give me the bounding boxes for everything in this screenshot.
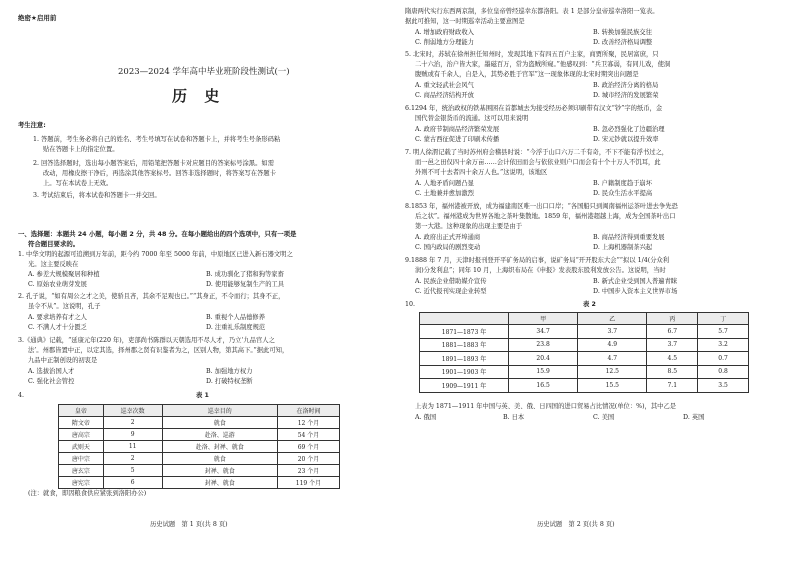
table-row <box>59 477 340 489</box>
table-row <box>420 338 749 352</box>
table-cell: 34.7 <box>509 325 578 339</box>
table-row <box>59 465 340 477</box>
q3-stem: 法’。州郡皆置中正，以定其选，择州郡之贤有识鉴者为之，区别人物，第其高下。”据此可知， <box>28 347 289 354</box>
table-cell: 就食 <box>162 453 277 465</box>
table-cell: 5.7 <box>698 325 749 339</box>
q8-stem: 后之状”。福州港成为世界各地之茶叶集散地。1859 年，福州港超越上海，成为全国茶叶出口 <box>415 213 676 220</box>
table-cell: 3.5 <box>698 379 749 393</box>
table-cell: 6.7 <box>647 325 698 339</box>
table-cell: 1871—1873 年 <box>420 325 509 339</box>
q2-stem: 2. 孔子说，“如有周公之才之美，使骄且吝，其余不足观也已。”“其身正，不令而行；其身不正， <box>18 293 285 300</box>
table-header-row <box>420 313 749 325</box>
q10-stem: 上表为 1871—1911 年中国与英、美、俄、日四国的进口贸易占比情况(单位：%)，其中乙是 <box>415 403 677 410</box>
table-cell: 16.5 <box>509 379 578 393</box>
table-cell: 15.5 <box>578 379 647 393</box>
table-cell: 7.1 <box>647 379 698 393</box>
q6-stem: 6.1294 年，统治政权的铁基围困在首都城去为接受经历必须印刷带有汉文“钞”字的纸币，金 <box>405 105 663 112</box>
table-header-cell: 在洛时间 <box>277 405 339 417</box>
table-header-cell: 巡幸目的 <box>162 405 277 417</box>
table-cell: 2 <box>103 417 162 429</box>
table-cell: 4.9 <box>578 338 647 352</box>
table-row <box>59 441 340 453</box>
q5-stem: 二十六治，治户皆大家，墨磁百万，常为盗贼所窥。”他感叹到：“兵卫寡弱，有同儿戏，使洞 <box>415 61 671 68</box>
q2-option[interactable]: A. 要求培养有才之人 <box>28 314 87 321</box>
q3-stem: 九品中正制创设的初衷是 <box>28 357 98 364</box>
table1-caption: 表 1 <box>196 392 209 399</box>
table-header-cell: 乙 <box>578 313 647 325</box>
notice-line: 3. 考试结束后，将本试卷和答题卡一并交回。 <box>33 192 161 199</box>
q8-option[interactable]: D. 上海机器制茶兴起 <box>593 244 653 251</box>
q1-option[interactable]: B. 成功驯化了猪和狗等家畜 <box>206 271 284 278</box>
q3-option[interactable]: C. 强化社会管控 <box>28 378 75 385</box>
q2-option[interactable]: D. 注重礼乐制度规范 <box>206 324 266 331</box>
q1-option[interactable]: D. 使用能够复制生产的工具 <box>206 281 285 288</box>
notice-heading: 考生注意: <box>18 122 46 129</box>
q1-option[interactable]: C. 原始农业萌芽发展 <box>28 281 87 288</box>
table-cell: 12 个月 <box>277 417 339 429</box>
q7-stem: 7. 明人徐渭记载了当时苏州府会稽县时说：“今浮于山口六万二千有奇，不下不能有浮书过之， <box>405 149 669 156</box>
q7-stem: 而一邑之田仅四十余万亩……会计依田而会与依依业则户口而会有十个十万人不饥耳，此 <box>415 159 661 166</box>
table-cell: 4.7 <box>578 352 647 366</box>
q3-option[interactable]: D. 打破特权垄断 <box>206 378 253 385</box>
q3-option[interactable]: B. 加强地方权力 <box>206 368 253 375</box>
q9-stem: 9.1888 年 7 月，天津时报刊登开平矿务局的启事，说矿务局“开开股东大会”“拟以 1/4(分众利 <box>405 257 670 264</box>
q7-option[interactable]: D. 民众生活水平提高 <box>593 190 653 197</box>
table-row <box>59 417 340 429</box>
table2-caption: 表 2 <box>583 301 596 308</box>
table-row <box>420 379 749 393</box>
table-cell: 唐宪宗 <box>59 477 104 489</box>
table-cell: 20.4 <box>509 352 578 366</box>
q8-stem: 8.1853 年，福州港被开放，成为福建南区唯一出口口岸；“各国船只到闽南福州运茶叶进去争先恐 <box>405 203 678 210</box>
q9-option[interactable]: A. 民族企业借助媒介宣传 <box>415 278 487 285</box>
table-cell: 3.7 <box>647 338 698 352</box>
table-cell: 3.2 <box>698 338 749 352</box>
notice-line: 1. 答题前，考生务必将自己的姓名、考生号填写在试卷和答题卡上，并将考生号条形码粘 <box>33 136 281 143</box>
notice-line: 贴在答题卡上的指定位置。 <box>43 146 119 153</box>
q2-option[interactable]: C. 不满人才十分匮乏 <box>28 324 87 331</box>
table-cell: 3.7 <box>578 325 647 339</box>
q1-option[interactable]: A. 参差大规模聚居和种植 <box>28 271 100 278</box>
notice-line: 改动，用橡皮擦干净后，再选涂其他答案标号。回答非选择题时，将答案写在答题卡 <box>43 170 276 177</box>
table-cell: 1881—1883 年 <box>420 338 509 352</box>
q5-option[interactable]: D. 城市经济的发展繁荣 <box>593 92 659 99</box>
table-header-cell: 丁 <box>698 313 749 325</box>
section-heading: 符合题目要求的。 <box>28 240 80 248</box>
table-header-cell: 巡幸次数 <box>103 405 162 417</box>
q2-option[interactable]: B. 重视个人品德修养 <box>206 314 266 321</box>
table-cell: 5 <box>103 465 162 477</box>
table-cell: 12.5 <box>578 365 647 379</box>
q6-option[interactable]: B. 忽必烈强化了边疆治理 <box>593 126 665 133</box>
table-row <box>59 453 340 465</box>
q3-stem: 3.《通典》记载，“延康元年(220 年)，吏部尚书陈群以天朝选用不尽人才，乃立‘九品官人之 <box>18 337 275 344</box>
q6-option[interactable]: A. 政府节制商品经济繁荣发展 <box>415 126 500 133</box>
q7-stem: 外则不可十去者四十余万人也。”这说明，该地区 <box>415 169 548 176</box>
table-cell: 2 <box>103 453 162 465</box>
q3-option[interactable]: A. 选拔治国人才 <box>28 368 75 375</box>
q8-option[interactable]: A. 政府出正式开埠通商 <box>415 234 481 241</box>
table-cell: 9 <box>103 429 162 441</box>
table-row <box>420 352 749 366</box>
table-cell: 1901—1903 年 <box>420 365 509 379</box>
table-header-cell: 皇帝 <box>59 405 104 417</box>
table-cell: 唐中宗 <box>59 453 104 465</box>
q9-option[interactable]: D. 中国步入资本主义世界市场 <box>593 288 678 295</box>
q4-context: 隋唐两代实行东西两京制，多位皇帝曾经巡幸东都洛阳。表 1 是部分皇帝巡幸洛阳一览表。 <box>405 8 659 15</box>
q10-option[interactable]: D. 英国 <box>683 414 705 421</box>
q5-option[interactable]: B. 政治经济分离的格局 <box>593 82 659 89</box>
page-footer: 历史试题 第 2 页(共 8 页) <box>537 521 615 528</box>
table-cell: 封禅、就食 <box>162 465 277 477</box>
table-cell: 20 个月 <box>277 453 339 465</box>
page-footer: 历史试题 第 1 页(共 8 页) <box>150 521 228 528</box>
table1-note: (注：就食，即因粮食供应紧张到洛阳办公) <box>28 490 147 497</box>
q10-number: 10. <box>405 301 416 308</box>
table-cell: 1891—1893 年 <box>420 352 509 366</box>
q6-stem: 国代替金银货币的流通。这可以用来说明 <box>415 115 529 122</box>
table-cell: 69 个月 <box>277 441 339 453</box>
q9-stem: 润)分发利息”；同年 10 月，上海织布局在《申报》发表股东股利发放公告。这说明，当时 <box>415 267 666 274</box>
table-row <box>420 365 749 379</box>
section-heading: 一、选择题：本题共 24 小题，每小题 2 分，共 48 分。在每小题给出的四个选项中，只有一项是 <box>18 230 297 238</box>
table-header-cell <box>420 313 509 325</box>
table-cell: 唐玄宗 <box>59 465 104 477</box>
table-cell: 0.7 <box>698 352 749 366</box>
q7-option[interactable]: C. 土地兼并愈加激烈 <box>415 190 474 197</box>
q10-option[interactable]: A. 俄国 <box>415 414 437 421</box>
q10-option[interactable]: B. 日本 <box>503 414 525 421</box>
q4-option[interactable]: A. 增加政府财政收入 <box>415 29 474 36</box>
table-cell: 8.5 <box>647 365 698 379</box>
table-cell: 就食 <box>162 417 277 429</box>
table-cell: 赴洛、巡游 <box>162 429 277 441</box>
table-cell: 15.9 <box>509 365 578 379</box>
confidential-mark: 绝密★启用前 <box>18 14 57 22</box>
table-cell: 1909—1911 年 <box>420 379 509 393</box>
table2 <box>419 312 749 393</box>
q10-option[interactable]: C. 美国 <box>593 414 615 421</box>
table-cell: 唐高宗 <box>59 429 104 441</box>
table-cell: 0.8 <box>698 365 749 379</box>
q4-option[interactable]: D. 改善经济格局调整 <box>593 39 653 46</box>
table-row <box>420 325 749 339</box>
q7-option[interactable]: A. 人地矛盾问题凸显 <box>415 180 474 187</box>
q5-stem: 5. 北宋时，苏轼在徐州担任知州时，发现其地下有四五百户主家，商贾所聚，民居富庶，只 <box>405 51 659 58</box>
table1 <box>58 404 340 489</box>
q4-number: 4. <box>18 392 25 399</box>
notice-line: 上。写在本试卷上无效。 <box>43 180 113 187</box>
q4-option[interactable]: B. 转换加强民族交往 <box>593 29 653 36</box>
table-row <box>59 429 340 441</box>
table-header-cell: 甲 <box>509 313 578 325</box>
q1-stem: 1. 中华文明的起源可追溯到万年前，距今约 7000 年至 5000 年前，中原地区已进入新石器文明之 <box>18 251 293 258</box>
table-cell: 4.5 <box>647 352 698 366</box>
table-cell: 隋文帝 <box>59 417 104 429</box>
q7-option[interactable]: B. 户籍制度趋于崩坏 <box>593 180 653 187</box>
page-right <box>397 0 794 561</box>
table-cell: 23 个月 <box>277 465 339 477</box>
table-cell: 23.8 <box>509 338 578 352</box>
exam-title: 2023—2024 学年高中毕业班阶段性测试(一) <box>118 67 290 77</box>
q5-stem: 腹贼或有千余人，自是入，其势必胜于官军”这一现象体现的北宋时期突出问题是 <box>415 71 639 78</box>
table-header-cell: 丙 <box>647 313 698 325</box>
q6-option[interactable]: D. 宋元钞就以提升效率 <box>593 136 659 143</box>
q9-option[interactable]: B. 新式企业受到国人普遍青睐 <box>593 278 678 285</box>
table-cell: 119 个月 <box>277 477 339 489</box>
q4-option[interactable]: C. 削弱地方分理能力 <box>415 39 474 46</box>
q8-option[interactable]: B. 商品经济得到重要发展 <box>593 234 665 241</box>
q5-option[interactable]: C. 商品经济结构开放 <box>415 92 474 99</box>
q8-option[interactable]: C. 国内政局的剧烈变动 <box>415 244 481 251</box>
subject-title: 历 史 <box>172 87 226 105</box>
notice-line: 2. 回答选择题时，选出每小题答案后，用铅笔把答题卡对应题目的答案标号涂黑。如需 <box>33 160 274 167</box>
table-cell: 6 <box>103 477 162 489</box>
table-cell: 封禅、就食 <box>162 477 277 489</box>
table-cell: 11 <box>103 441 162 453</box>
q9-option[interactable]: C. 近代报刊实现企业转型 <box>415 288 487 295</box>
q5-option[interactable]: A. 重文轻武社会风气 <box>415 82 474 89</box>
q6-option[interactable]: C. 蒙古西征促进了印刷术传播 <box>415 136 500 143</box>
q1-stem: 光。这主要反映在 <box>28 261 79 268</box>
table-cell: 54 个月 <box>277 429 339 441</box>
table-cell: 武则天 <box>59 441 104 453</box>
q8-stem: 第一大港。这种现象的出现主要是由于 <box>415 223 523 230</box>
q2-stem: 虽令不从”。这说明，孔子 <box>28 303 101 310</box>
table-header-row <box>59 405 340 417</box>
q4-context: 据此可推知，这一时期巡幸活动主要意图是 <box>405 18 525 25</box>
table-cell: 赴洛、封禅、就食 <box>162 441 277 453</box>
